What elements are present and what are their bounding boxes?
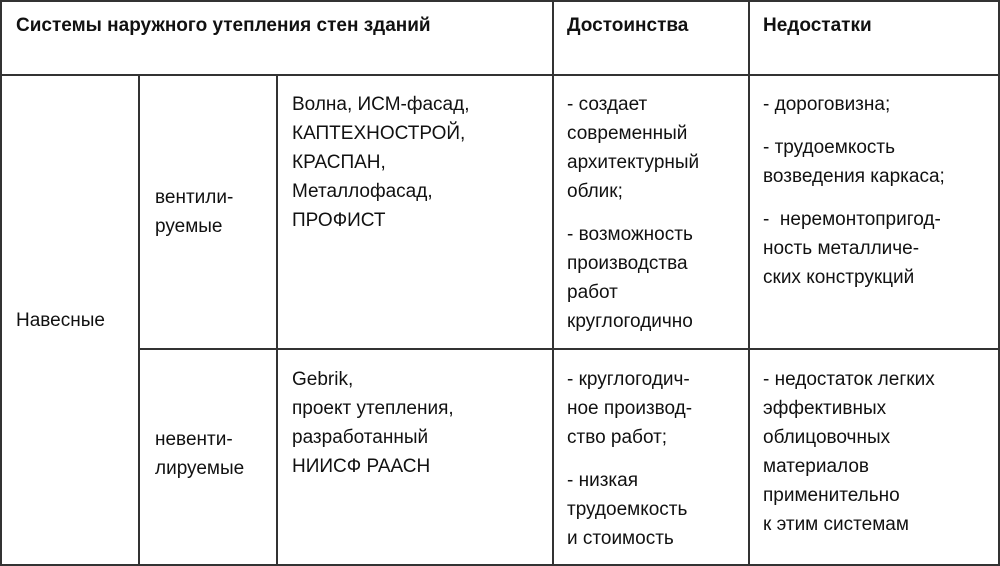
row-1-disadvantages (763, 90, 995, 292)
text-line: - низкая (567, 470, 639, 491)
text-line: Gebrik, (292, 369, 354, 390)
header-disadvantages: Недостатки (763, 15, 872, 36)
advantage-item (567, 466, 745, 553)
text-line: и стоимость (567, 528, 674, 549)
text-line: разработанный (292, 427, 429, 448)
text-line: - возможность (567, 224, 693, 245)
disadvantage-item (763, 133, 995, 191)
table-border-left (0, 0, 2, 566)
row-1-type (155, 183, 273, 241)
text-line: возведения каркаса; (763, 166, 945, 187)
text-line: ство работ; (567, 427, 668, 448)
header-divider (0, 74, 1000, 76)
text-line: материалов (763, 456, 869, 477)
text-line: применительно (763, 485, 900, 506)
disadvantage-item (763, 365, 995, 539)
text-line: - неремонтопригод- (763, 209, 941, 230)
row-2-advantages (567, 365, 745, 553)
advantage-item (567, 365, 745, 452)
text-line: КАПТЕХНОСТРОЙ, (292, 123, 466, 144)
row-2-type (155, 425, 273, 483)
text-line: круглогодично (567, 311, 693, 332)
advantage-item (567, 220, 745, 336)
text-line: - круглогодич- (567, 369, 690, 390)
disadvantage-item (763, 205, 995, 292)
col-divider-1 (138, 74, 140, 566)
text-line: ских конструкций (763, 267, 915, 288)
text-line: работ (567, 282, 618, 303)
col-divider-4 (748, 0, 750, 566)
text-line: - трудоемкость (763, 137, 896, 158)
text-line: производства (567, 253, 688, 274)
col-divider-2 (276, 74, 278, 566)
text-line: руемые (155, 216, 223, 237)
disadvantage-item (763, 90, 995, 119)
text-line: невенти- (155, 429, 233, 450)
text-line: к этим системам (763, 514, 909, 535)
row-2-disadvantages (763, 365, 995, 539)
table-border-top (0, 0, 1000, 2)
text-line: эффективных (763, 398, 887, 419)
text-line: НИИСФ РААСН (292, 456, 431, 477)
text-line: архитектурный (567, 152, 700, 173)
text-line: ность металличе- (763, 238, 920, 259)
text-line: современный (567, 123, 688, 144)
text-line: ное производ- (567, 398, 693, 419)
header-advantages: Достоинства (567, 15, 689, 36)
text-line: облик; (567, 181, 623, 202)
row-1-advantages (567, 90, 745, 336)
text-line: Волна, ИСМ-фасад, (292, 94, 470, 115)
header-systems: Системы наружного утепления стен зданий (16, 15, 431, 36)
text-line: проект утепления, (292, 398, 454, 419)
text-line: Металлофасад, (292, 181, 433, 202)
col-divider-3 (552, 0, 554, 566)
text-line: ПРОФИСТ (292, 210, 386, 231)
text-line: вентили- (155, 187, 234, 208)
group-label: Навесные (16, 310, 105, 331)
row-divider (139, 348, 1000, 350)
text-line: трудоемкость (567, 499, 688, 520)
text-line: КРАСПАН, (292, 152, 386, 173)
text-line: облицовочных (763, 427, 891, 448)
text-line: - дороговизна; (763, 94, 891, 115)
text-line: - недостаток легких (763, 369, 935, 390)
row-1-examples (292, 90, 548, 235)
row-2-examples (292, 365, 548, 481)
text-line: лируемые (155, 458, 245, 479)
text-line: - создает (567, 94, 648, 115)
advantage-item (567, 90, 745, 206)
